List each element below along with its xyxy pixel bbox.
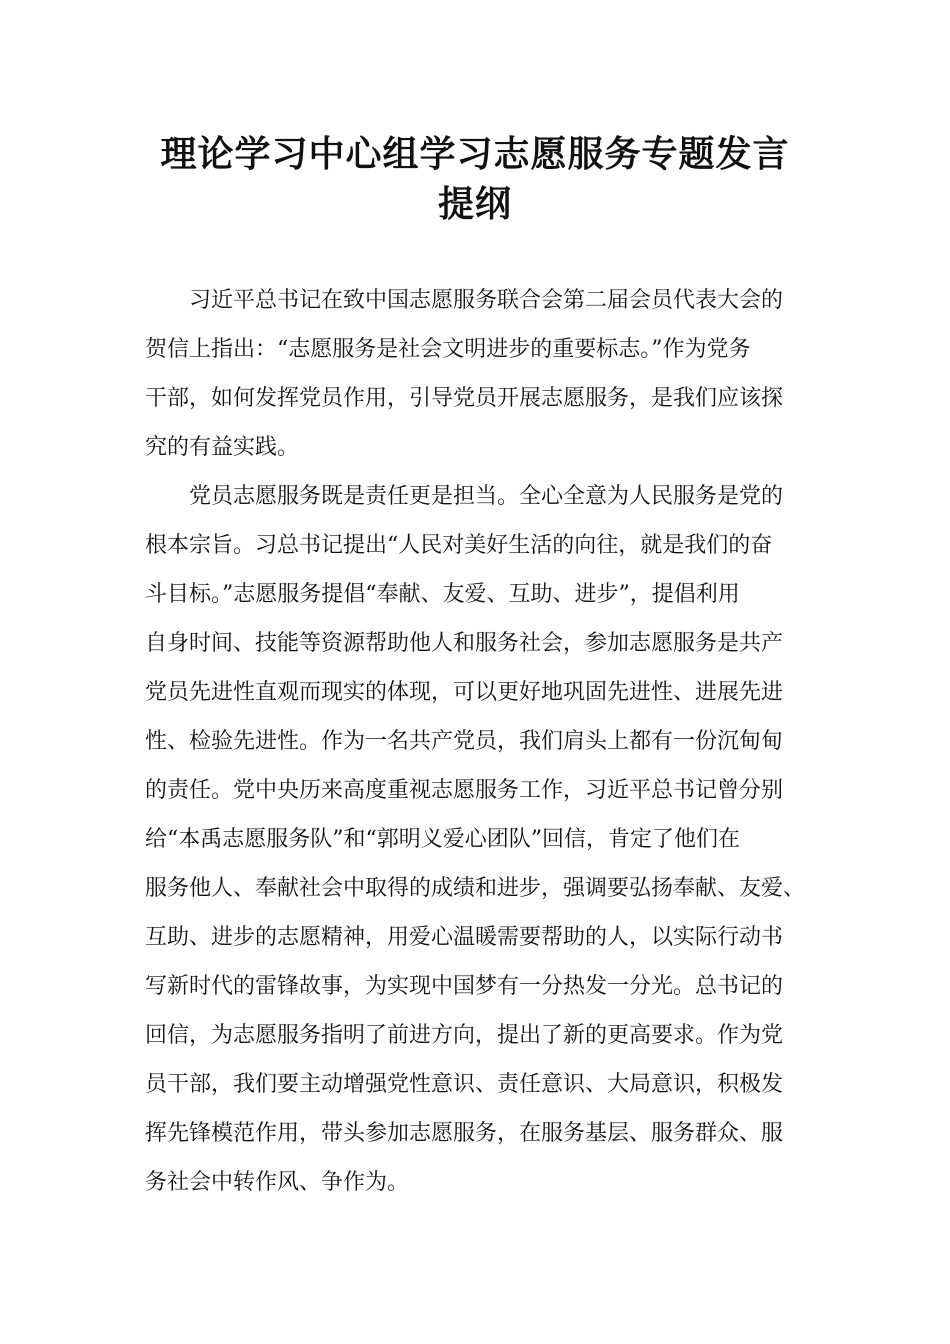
paragraph-line: 的责任。党中央历来高度重视志愿服务工作，习近平总书记曾分别 xyxy=(145,778,784,803)
paragraph-line: 党员志愿服务既是责任更是担当。全心全意为人民服务是党的 xyxy=(189,484,784,509)
paragraph-1 xyxy=(145,276,815,472)
paragraph-line: 贺信上指出：“志愿服务是社会文明进步的重要标志。”作为党务 xyxy=(145,337,751,362)
paragraph-line: 党员先进性直观而现实的体现，可以更好地巩固先进性、进展先进 xyxy=(145,680,784,705)
paragraph-line: 员干部，我们要主动增强党性意识、责任意识、大局意识，积极发 xyxy=(145,1072,784,1097)
paragraph-line: 互助、进步的志愿精神，用爱心温暖需要帮助的人，以实际行动书 xyxy=(145,925,784,950)
paragraph-line: 性、检验先进性。作为一名共产党员，我们肩头上都有一份沉甸甸 xyxy=(145,729,784,754)
paragraph-line: 究的有益实践。 xyxy=(145,435,300,460)
paragraph-line: 务社会中转作风、争作为。 xyxy=(145,1170,410,1195)
paragraph-line: 写新时代的雷锋故事，为实现中国梦有一分热发一分光。总书记的 xyxy=(145,974,784,999)
paragraph-2 xyxy=(145,472,815,1207)
paragraph-line: 干部，如何发挥党员作用，引导党员开展志愿服务，是我们应该探 xyxy=(145,386,784,411)
paragraph-line: 服务他人、奉献社会中取得的成绩和进步，强调要弘扬奉献、友爱、 xyxy=(145,876,806,901)
document-title-line-1: 理论学习中心组学习志愿服务专题发言 xyxy=(160,134,790,175)
document-title-line-2: 提纲 xyxy=(437,184,512,225)
paragraph-line: 习近平总书记在致中国志愿服务联合会第二届会员代表大会的 xyxy=(189,288,784,313)
paragraph-line: 自身时间、技能等资源帮助他人和服务社会，参加志愿服务是共产 xyxy=(145,631,784,656)
paragraph-line: 回信，为志愿服务指明了前进方向，提出了新的更高要求。作为党 xyxy=(145,1023,784,1048)
paragraph-line: 根本宗旨。习总书记提出“人民对美好生活的向往，就是我们的奋 xyxy=(145,533,773,558)
paragraph-line: 斗目标。”志愿服务提倡“奉献、友爱、互助、进步”，提倡利用 xyxy=(145,582,740,607)
paragraph-line: 给“本禹志愿服务队”和“郭明义爱心团队”回信，肯定了他们在 xyxy=(145,827,740,852)
paragraph-line: 挥先锋模范作用，带头参加志愿服务，在服务基层、服务群众、服 xyxy=(145,1121,784,1146)
